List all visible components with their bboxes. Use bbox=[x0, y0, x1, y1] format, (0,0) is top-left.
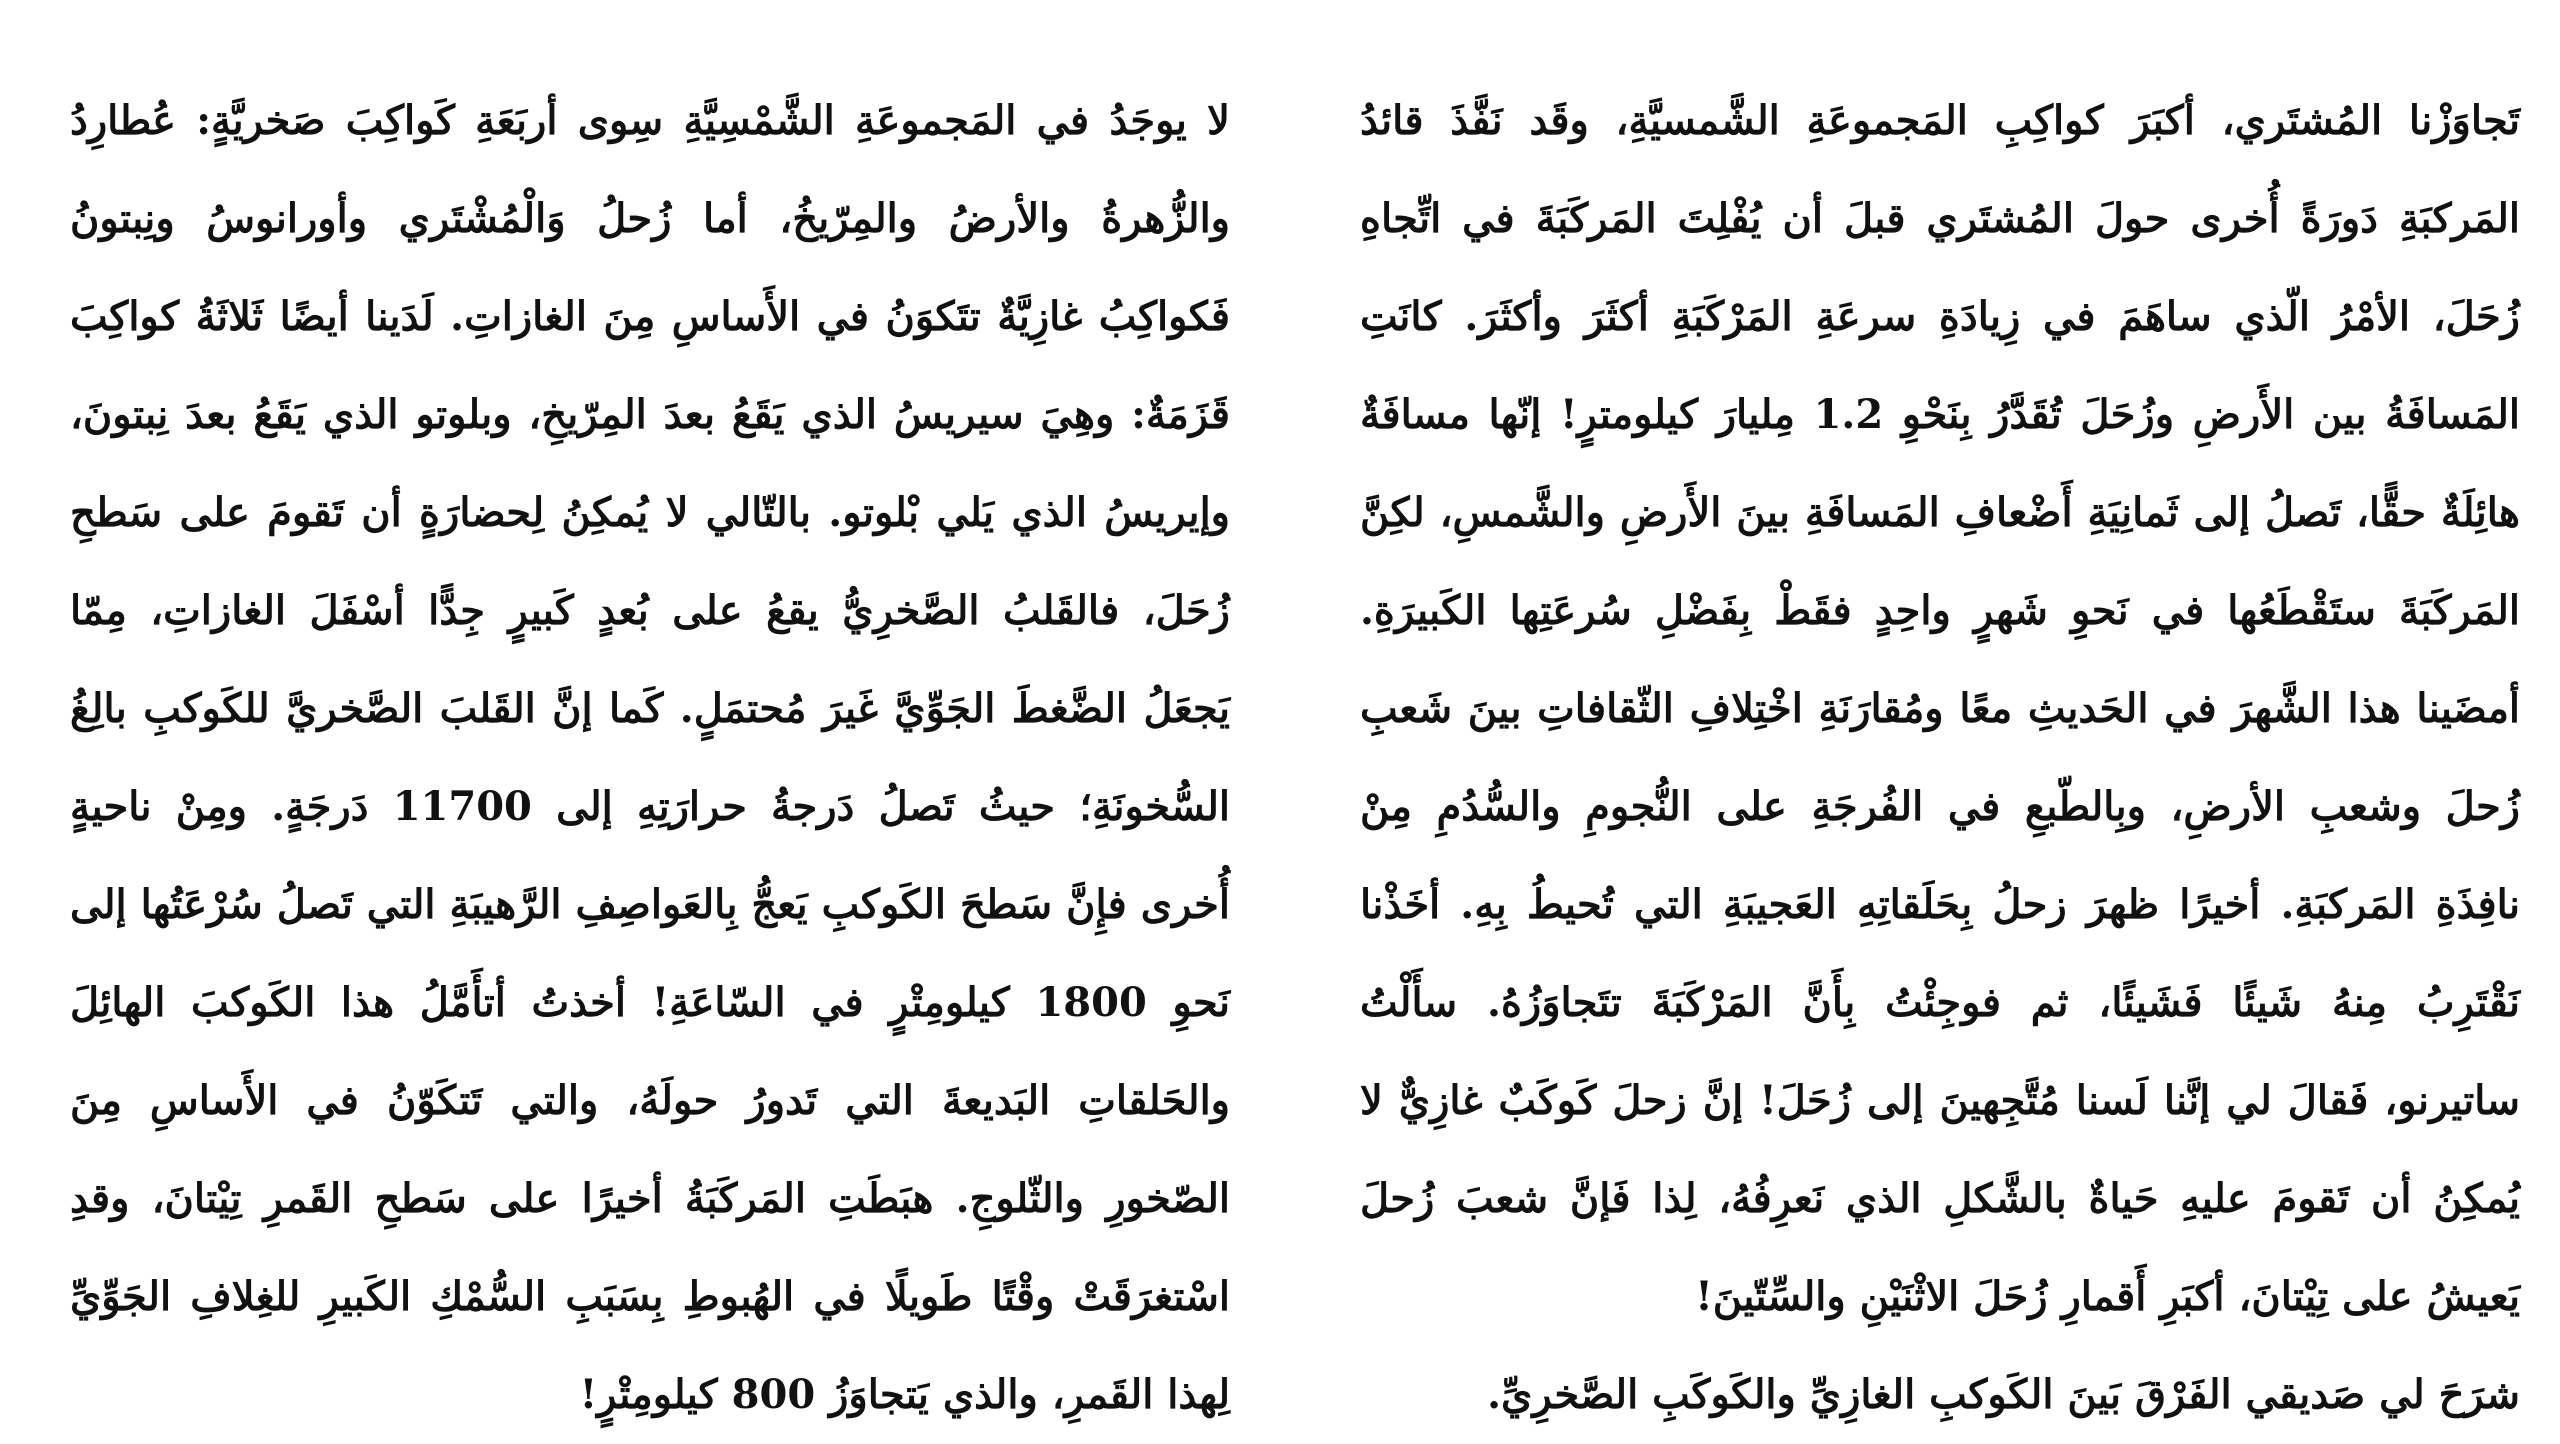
left-page-text bbox=[70, 72, 1231, 1418]
right-page-paragraph-1: تَجاوَزْنا المُشتَري، أكبَرَ كواكِبِ المَجموعَةِ الشَّمسيَّةِ، وقَد نَفَّذَ قائدُ المَركبَةِ دَورَةً أُخرى حولَ المُشتَري قبلَ أن يُفْلِتَ المَركَبَةَ في اتِّجاهِ زُحَلَ، الأمْرُ الّذي ساهَمَ في زِيادَةِ سرعَةِ المَرْكَبَةِ أكثَرَ وأكثَرَ. كانَتِ المَسافَةُ بين الأَرضِ وزُحَلَ تُقَدَّرُ بِنَحْوِ 1.2 مِليارَ كيلومترٍ! إنّها مسافَةٌ هائِلَةٌ حقًّا، تَصلُ إلى ثَمانِيَةِ أَضْعافِ المَسافَةِ بينَ الأَرضِ والشَّمسِ، لكِنَّ المَركَبَةَ ستَقْطَعُها في نَحوِ شَهرٍ واحِدٍ فقَطْ بِفَضْلِ سُرعَتِها الكَبيرَةِ. أمضَينا هذا الشَّهرَ في الحَديثِ معًا ومُقارَنَةِ اخْتِلافِ الثّقافاتِ بينَ شَعبِ زُحلَ وشعبِ الأرضِ، وبِالطّبعِ في الفُرجَةِ على النُّجومِ والسُّدُمِ مِنْ نافِذَةِ المَركبَةِ. أخيرًا ظهرَ زحلُ بِحَلَقاتِهِ العَجيبَةِ التي تُحيطُ بِهِ. أخَذْنا نَقْتَرِبُ مِنهُ شَيئًا فَشَيئًا، ثم فوجِئْتُ بِأَنَّ المَرْكَبَةَ تتَجاوَزُهُ. سأَلْتُ ساتيرنو، فَقالَ لي إنَّنا لَسنا مُتَّجِهينَ إلى زُحَلَ! إنَّ زحلَ كَوكَبٌ غازِيٌّ لا يُمكِنُ أن تَقومَ عليهِ حَياةٌ بالشَّكلِ الذي نَعرِفُهُ، لِذا فَإنَّ شعبَ زُحلَ يَعيشُ على تِيْتانَ، أكبَرِ أَقمارِ زُحَلَ الاثْنَيْنِ والسِّتّينَ! bbox=[1360, 97, 2521, 1320]
left-page-paragraph-1: لا يوجَدُ في المَجموعَةِ الشَّمْسِيَّةِ سِوى أربَعَةِ كَواكِبَ صَخريَّةٍ: عُطارِدُ والزُّهرةُ والأرضُ والمِرّيخُ، أما زُحلُ وَالْمُشْتَري وأورانوسُ ونِبتونُ فَكواكِبُ غازِيَّةٌ تتَكوَنُ في الأَساسِ مِنَ الغازاتِ. لَدَينا أيضًا ثَلاثَةُ كواكِبَ قَزَمَةٌ: وهِيَ سيريسُ الذي يَقَعُ بعدَ المِرّيخِ، وبلوتو الذي يَقَعُ بعدَ نِبتونَ، وإيريسُ الذي يَلي بْلوتو. بالتّالي لا يُمكِنُ لِحضارَةٍ أن تَقومَ على سَطحِ زُحَلَ، فالقَلبُ الصَّخرِيُّ يقعُ على بُعدٍ كَبيرٍ جِدًّا أسْفَلَ الغازاتِ، مِمّا يَجعَلُ الضَّغطَ الجَوِّيَّ غَيرَ مُحتمَلٍ. كَما إنَّ القَلبَ الصَّخريَّ للكَوكبِ بالِغُ السُّخونَةِ؛ حيثُ تَصلُ دَرجةُ حرارَتِهِ إلى 11700 دَرجَةٍ. ومِنْ ناحيةٍ أُخرى فإِنَّ سَطحَ الكَوكبِ يَعجُّ بِالعَواصِفِ الرَّهيبَةِ التي تَصلُ سُرْعَتُها إلى نَحوِ 1800 كيلومِتْرٍ في السّاعَةِ! أخذتُ أتأَمَّلُ هذا الكَوكبَ الهائِلَ والحَلقاتِ البَديعةَ التي تَدورُ حولَهُ، والتي تَتكَوّنُ في الأَساسِ مِنَ الصّخورِ والثّلوجِ. هبَطَتِ المَركَبَةُ أخيرًا على سَطحِ القَمرِ تِيْتانَ، وقدِ اسْتغرَقَتْ وقْتًا طَويلًا في الهُبوطِ بِسَبَبِ السُّمْكِ الكَبيرِ للغِلافِ الجَوِّيِّ لِهذا القَمرِ، والذي يَتجاوَزُ 800 كيلومِتْرٍ! bbox=[70, 97, 1231, 1418]
right-page-paragraph-2: شرَحَ لي صَديقي الفَرْقَ بَينَ الكَوكبِ الغازِيِّ والكَوكَبِ الصَّخرِيِّ. bbox=[1487, 1371, 2520, 1418]
right-page-text bbox=[1360, 72, 2521, 1418]
